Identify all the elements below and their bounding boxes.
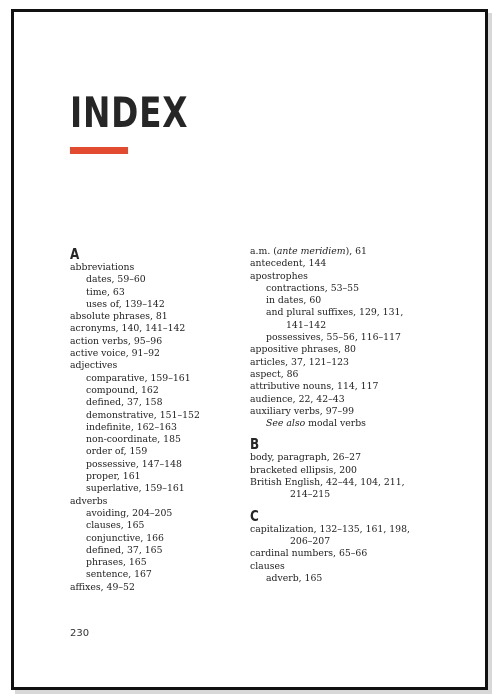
index-subentry: contractions, 53–55 [266,282,360,294]
section-letter: B [250,435,260,454]
index-subentry: order of, 159 [86,446,148,458]
index-subentry: dates, 59–60 [86,274,146,286]
index-subentry: indefinite, 162–163 [86,421,177,433]
index-entry: attributive nouns, 114, 117 [250,381,379,393]
index-entry: active voice, 91–92 [70,348,160,360]
index-entry [250,246,440,258]
index-subentry: uses of, 139–142 [86,298,165,310]
page-number: 230 [70,628,90,639]
index-entry-continuation: 141–142 [286,319,327,331]
index-entry: cardinal numbers, 65–66 [250,548,368,560]
index-subentry: and plural suffixes, 129, 131, [266,307,404,319]
index-entry: British English, 42–44, 104, 211, [250,477,405,489]
index-subentry: time, 63 [86,286,125,298]
index-entry: action verbs, 95–96 [70,335,163,347]
index-entry: articles, 37, 121–123 [250,356,349,368]
index-subentry: defined, 37, 165 [86,544,163,556]
index-subentry: possessive, 147–148 [86,458,182,470]
index-subentry: in dates, 60 [266,295,322,307]
index-subentry: proper, 161 [86,471,141,483]
index-column-right [250,246,440,585]
index-entry: adjectives [70,360,118,372]
entry-italic-text: ante meridiem [276,246,346,257]
section-letter: C [250,506,259,525]
index-subentry: clauses, 165 [86,520,145,532]
index-entry-continuation: 206–207 [290,535,331,547]
index-entry: acronyms, 140, 141–142 [70,323,186,335]
index-entry: apostrophes [250,270,308,282]
index-subentry: comparative, 159–161 [86,372,191,384]
index-entry-continuation: 214–215 [290,489,331,501]
index-subentry: possessives, 55–56, 116–117 [266,332,401,344]
index-subentry: adverb, 165 [266,572,323,584]
index-column-left [70,246,240,594]
index-entry: capitalization, 132–135, 161, 198, [250,523,410,535]
index-entry: absolute phrases, 81 [70,311,168,323]
index-entry: aspect, 86 [250,368,299,380]
index-subentry: avoiding, 204–205 [86,507,173,519]
entry-italic-text: See also [266,418,306,430]
index-entry: clauses [250,560,285,572]
index-entry: abbreviations [70,262,135,273]
index-entry: appositive phrases, 80 [250,344,356,356]
entry-text: a.m. ( [250,246,277,257]
index-entry: adverbs [70,495,108,507]
index-subentry: conjunctive, 166 [86,532,164,544]
index-entry: antecedent, 144 [250,258,327,270]
index-subentry: non-coordinate, 185 [86,434,181,446]
index-subentry [250,418,440,430]
index-subentry: superlative, 159–161 [86,483,185,495]
index-entry: body, paragraph, 26–27 [250,452,362,464]
title-accent-rule [70,147,128,154]
page-title: INDEX [70,88,189,137]
index-subentry: compound, 162 [86,384,159,396]
entry-text: modal verbs [305,418,366,430]
index-subentry: defined, 37, 158 [86,397,163,409]
index-subentry: demonstrative, 151–152 [86,409,200,421]
entry-text: ), 61 [345,246,367,257]
index-subentry: sentence, 167 [86,569,152,581]
index-entry: auxiliary verbs, 97–99 [250,405,355,417]
index-entry: bracketed ellipsis, 200 [250,464,357,476]
section-letter: A [70,245,80,263]
index-entry: audience, 22, 42–43 [250,393,345,405]
index-subentry: phrases, 165 [86,557,147,569]
index-entry: affixes, 49–52 [70,581,135,593]
